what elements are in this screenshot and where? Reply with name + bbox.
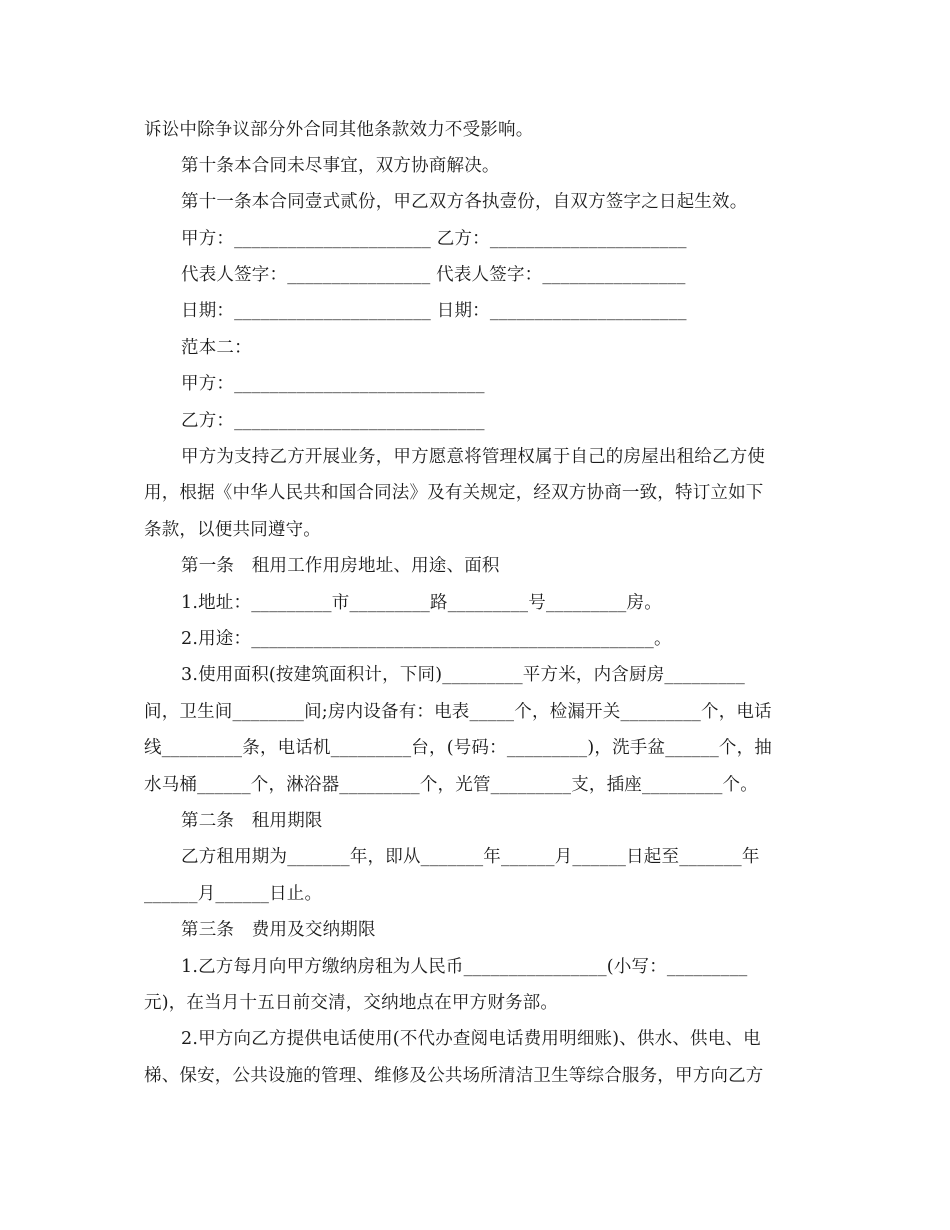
address-line: 1.地址：_________市_________路_________号_________房。 <box>181 593 662 613</box>
term-line: 乙方租用期为_______年，即从_______年______月______日起至_______年 <box>181 847 760 867</box>
article-10: 第十条本合同未尽事宜，双方协商解决。 <box>181 156 500 176</box>
article-11: 第十一条本合同壹式贰份，甲乙双方各执壹份，自双方签字之日起生效。 <box>181 192 748 212</box>
paragraph-line: 诉讼中除争议部分外合同其他条款效力不受影响。 <box>144 120 534 140</box>
usage-line: 2.用途：_____________________________________________。 <box>181 629 672 649</box>
article-1-heading: 第一条 租用工作用房地址、用途、面积 <box>181 556 500 576</box>
services-line: 2.甲方向乙方提供电话使用(不代办查阅电话费用明细账)、供水、供电、电 <box>181 1029 761 1049</box>
party-signature-row: 甲方：______________________ 乙方：______________________ <box>181 229 687 249</box>
area-line: 线_________条，电话机_________台，(号码：_________)，洗手盆______个，抽 <box>144 738 773 758</box>
area-line: 水马桶______个，淋浴器_________个，光管_________支，插座_________个。 <box>144 775 758 795</box>
area-line: 3.使用面积(按建筑面积计，下同)_________平方米，内含厨房_________ <box>181 665 745 685</box>
term-line: ______月______日止。 <box>144 884 323 904</box>
rent-line: 元)，在当月十五日前交清，交纳地点在甲方财务部。 <box>144 993 559 1013</box>
area-line: 间，卫生间________间;房内设备有：电表_____个，检漏开关_________个，电话 <box>144 702 772 722</box>
preamble-line: 条款，以便共同遵守。 <box>144 520 321 540</box>
representative-signature-row: 代表人签字：________________ 代表人签字：________________ <box>181 265 686 285</box>
date-row: 日期：______________________ 日期：______________________ <box>181 301 687 321</box>
template-two-heading: 范本二： <box>181 338 252 358</box>
party-a-field: 甲方：____________________________ <box>181 374 485 394</box>
article-3-heading: 第三条 费用及交纳期限 <box>181 920 376 940</box>
preamble-line: 甲方为支持乙方开展业务，甲方愿意将管理权属于自己的房屋出租给乙方使 <box>181 447 766 467</box>
rent-line: 1.乙方每月向甲方缴纳房租为人民币________________(小写：_________ <box>181 957 748 977</box>
article-2-heading: 第二条 租用期限 <box>181 811 323 831</box>
preamble-line: 用，根据《中华人民共和国合同法》及有关规定，经双方协商一致，特订立如下 <box>144 483 764 503</box>
party-b-field: 乙方：____________________________ <box>181 411 485 431</box>
services-line: 梯、保安，公共设施的管理、维修及公共场所清洁卫生等综合服务，甲方向乙方 <box>144 1066 764 1086</box>
